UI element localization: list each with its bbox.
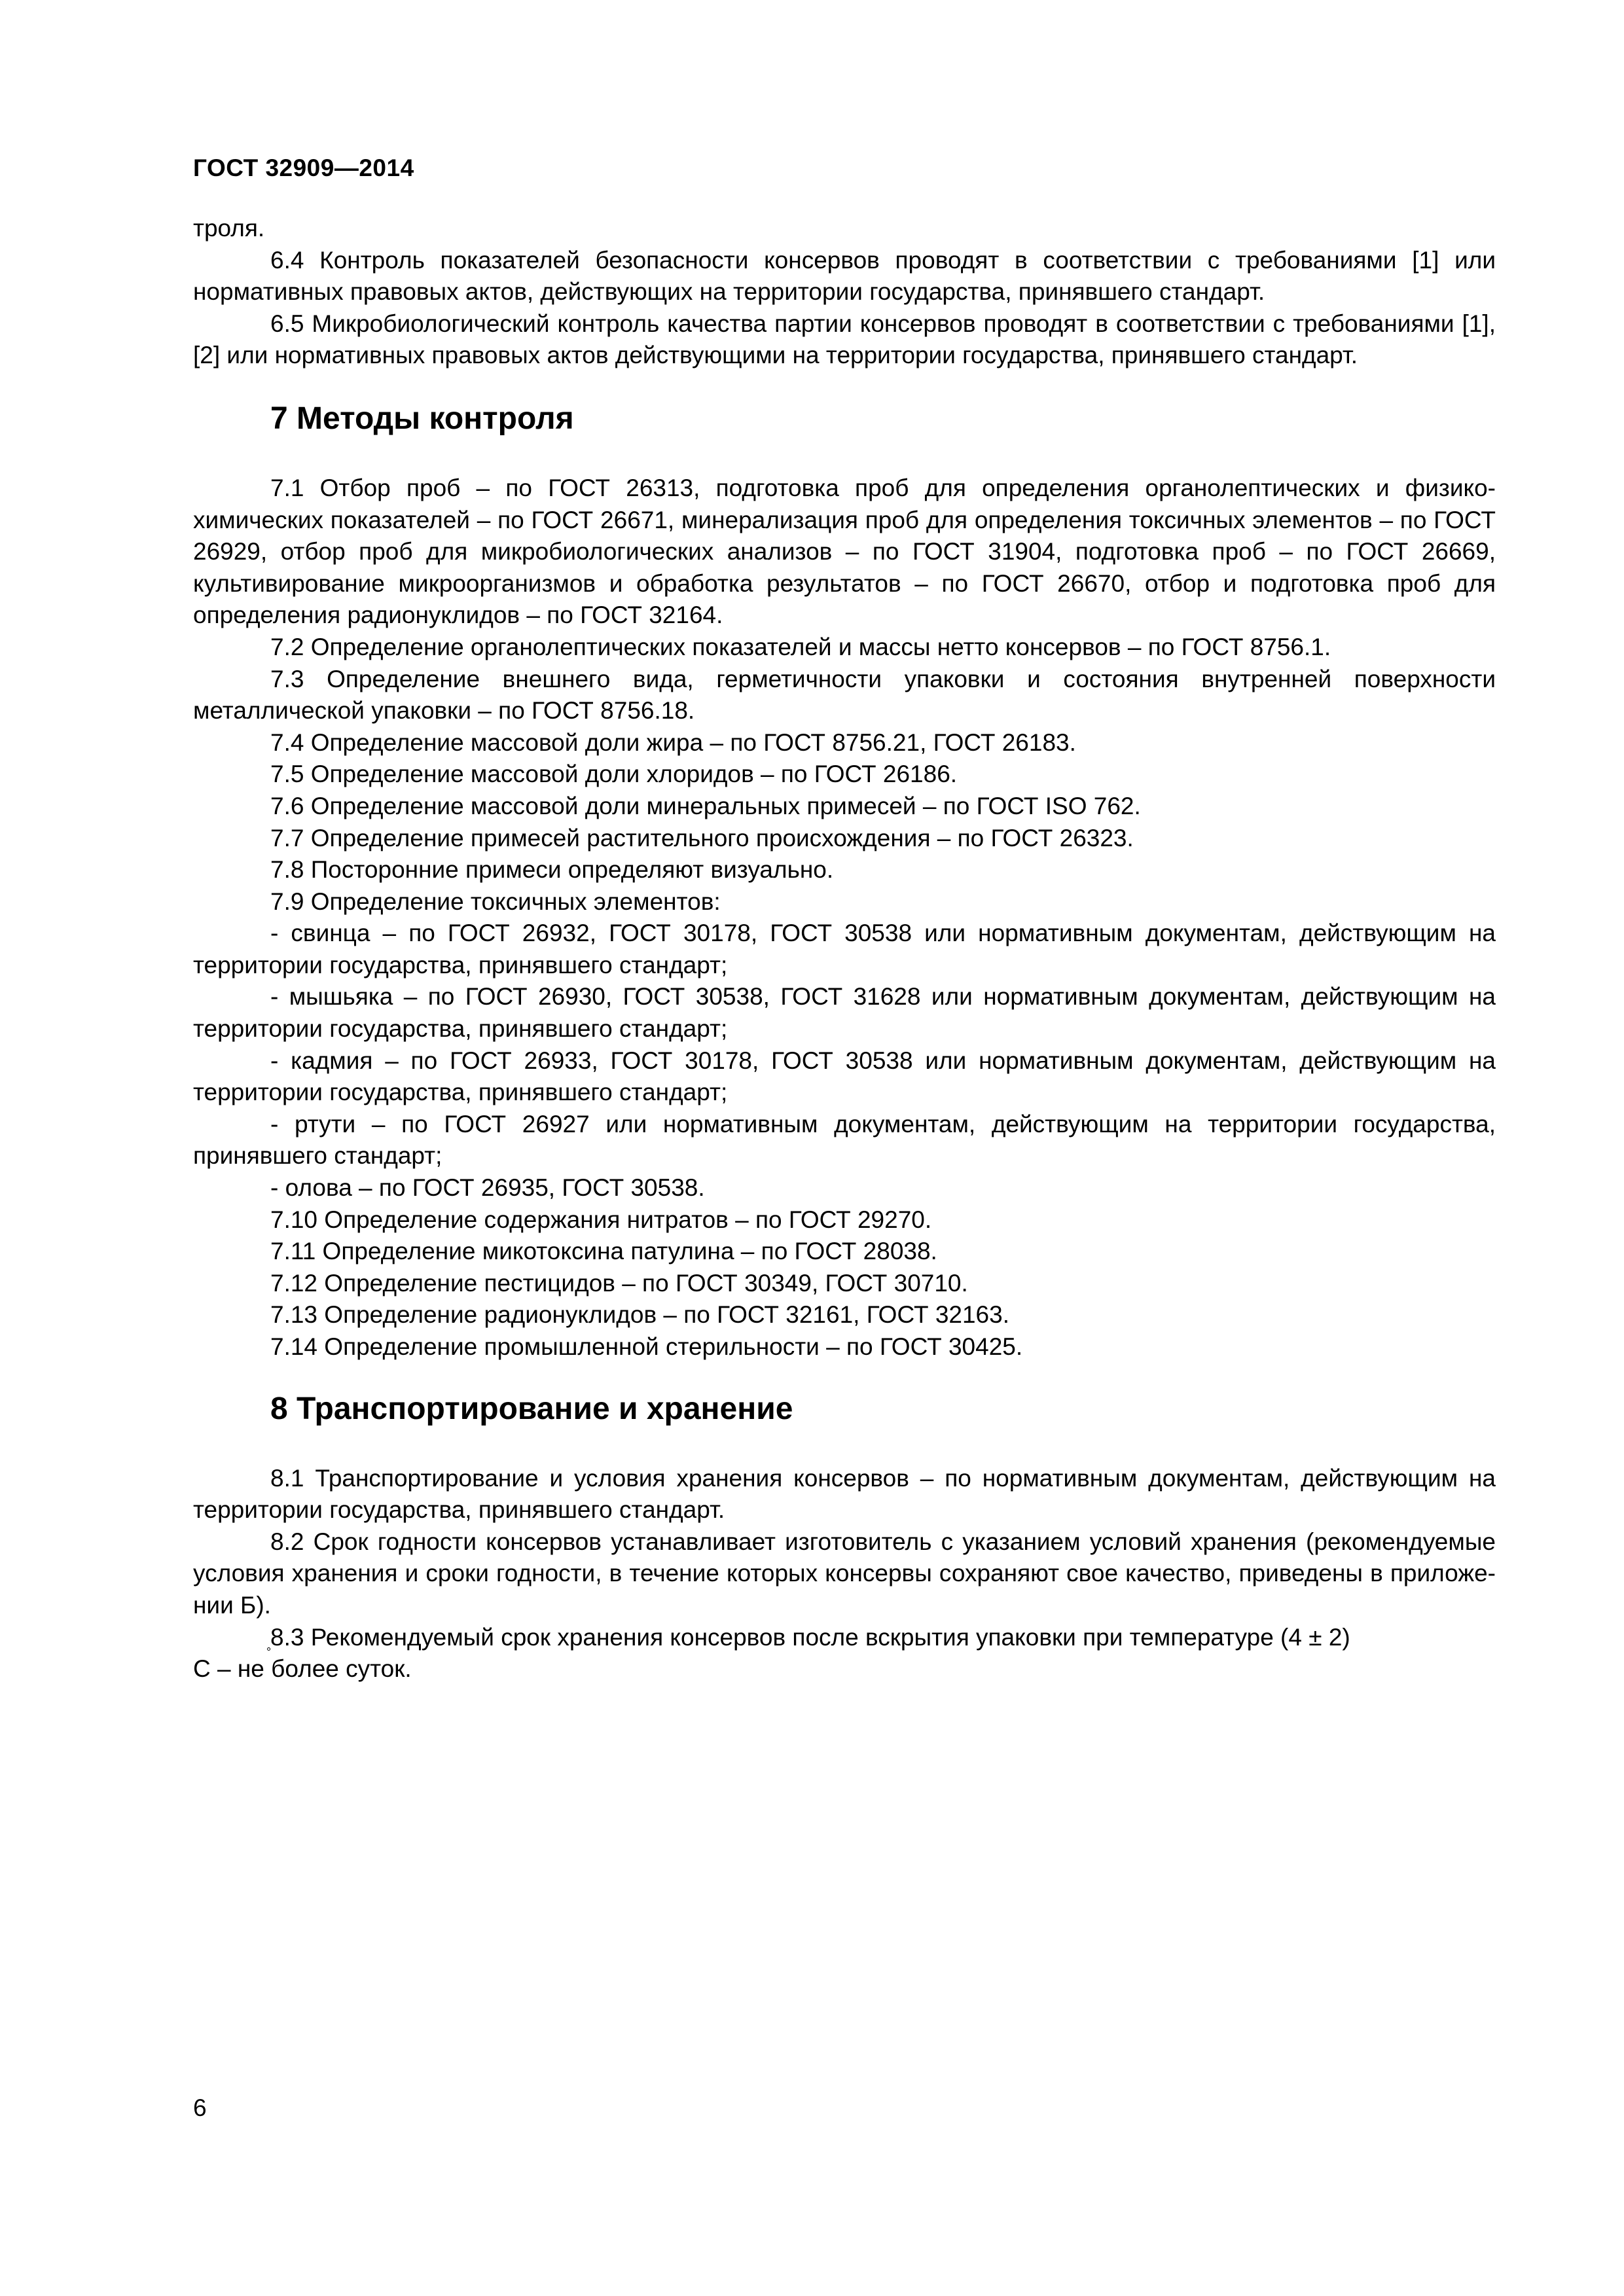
document-header: ГОСТ 32909—2014: [193, 154, 414, 181]
paragraph-8-2: 8.2 Срок годности консервов устанавливает изготовитель с указанием условий хранения (рекомендуемые условия хранения и сроки годности, в течение которых консервы сохраняют свое качество, приведены в приложе-нии Б).: [193, 1528, 1496, 1619]
paragraph-7-3: 7.3 Определение внешнего вида, герметичности упаковки и состояния внутренней поверхности металлической упаковки – по ГОСТ 8756.18.: [193, 665, 1496, 725]
section-8-heading: 8 Транспортирование и хранение: [270, 1391, 793, 1426]
paragraph-7-4: 7.4 Определение массовой доли жира – по ГОСТ 8756.21, ГОСТ 26183.: [270, 728, 1076, 756]
list-item-cadmium: - кадмия – по ГОСТ 26933, ГОСТ 30178, ГОСТ 30538 или нормативным документам, действующим на территории государства, принявшего стандарт;: [193, 1047, 1496, 1106]
paragraph-8-3-text: 8.3 Рекомендуемый срок хранения консервов после вскрытия упаковки при температуре (4 ± 2): [270, 1623, 1350, 1651]
paragraph-7-13: 7.13 Определение радионуклидов – по ГОСТ 32161, ГОСТ 32163.: [270, 1301, 1009, 1329]
paragraph-7-9: 7.9 Определение токсичных элементов:: [270, 888, 721, 915]
list-item-mercury: - ртути – по ГОСТ 26927 или нормативным документам, действующим на территории государства, принявшего стандарт;: [193, 1110, 1496, 1170]
paragraph-7-10: 7.10 Определение содержания нитратов – по ГОСТ 29270.: [270, 1206, 932, 1233]
paragraph-6-3-continuation: троля.: [193, 215, 265, 242]
page-number: 6: [193, 2094, 207, 2121]
paragraph-8-3-tail: С – не более суток.: [193, 1655, 412, 1683]
paragraph-7-1: 7.1 Отбор проб – по ГОСТ 26313, подготовка проб для определения органолептических и физико-химических показателей – по ГОСТ 26671, минерализация проб для определения токсичных элементов – по ГОСТ 26929, отбор проб для микробиологических анализов – по ГОСТ 31904, подготовка проб – по ГОСТ 26669, культивирование микроорганизмов и обработка результатов – по ГОСТ 26670, отбор и подготовка проб для определения радионуклидов – по ГОСТ 32164.: [193, 474, 1496, 629]
list-item-arsenic: - мышьяка – по ГОСТ 26930, ГОСТ 30538, ГОСТ 31628 или нормативным документам, действующим на территории государства, принявшего стандарт;: [193, 983, 1496, 1043]
paragraph-6-5: 6.5 Микробиологический контроль качества партии консервов проводят в соответствии с требованиями [1], [2] или нормативных правовых актов действующими на территории государства, принявшего стандарт.: [193, 310, 1496, 369]
list-item-lead: - свинца – по ГОСТ 26932, ГОСТ 30178, ГОСТ 30538 или нормативным документам, действующим на территории государства, принявшего стандарт;: [193, 920, 1496, 978]
paragraph-7-2: 7.2 Определение органолептических показателей и массы нетто консервов – по ГОСТ 8756.1.: [270, 633, 1331, 660]
paragraph-7-5: 7.5 Определение массовой доли хлоридов – по ГОСТ 26186.: [270, 761, 958, 788]
paragraph-7-14: 7.14 Определение промышленной стерильности – по ГОСТ 30425.: [270, 1333, 1023, 1360]
section-7-heading: 7 Методы контроля: [270, 401, 574, 436]
paragraph-6-4: 6.4 Контроль показателей безопасности консервов проводят в соответствии с требованиями [1] или нормативных правовых актов, действующих на территории государства, принявшего стандарт.: [193, 246, 1496, 306]
paragraph-7-11: 7.11 Определение микотоксина патулина – по ГОСТ 28038.: [270, 1238, 937, 1265]
list-item-tin: - олова – по ГОСТ 26935, ГОСТ 30538.: [270, 1174, 705, 1202]
paragraph-7-6: 7.6 Определение массовой доли минеральных примесей – по ГОСТ ISO 762.: [270, 792, 1141, 819]
paragraph-7-12: 7.12 Определение пестицидов – по ГОСТ 30349, ГОСТ 30710.: [270, 1269, 968, 1297]
document-body: [193, 213, 1496, 1685]
paragraph-8-1: 8.1 Транспортирование и условия хранения консервов – по нормативным документам, действующим на территории государства, принявшего стандарт.: [193, 1464, 1496, 1524]
paragraph-7-7: 7.7 Определение примесей растительного происхождения – по ГОСТ 26323.: [270, 824, 1134, 852]
paragraph-7-8: 7.8 Посторонние примеси определяют визуально.: [270, 856, 834, 884]
degree-sign: °: [266, 1645, 272, 1659]
paragraph-8-3: [193, 1622, 1496, 1685]
